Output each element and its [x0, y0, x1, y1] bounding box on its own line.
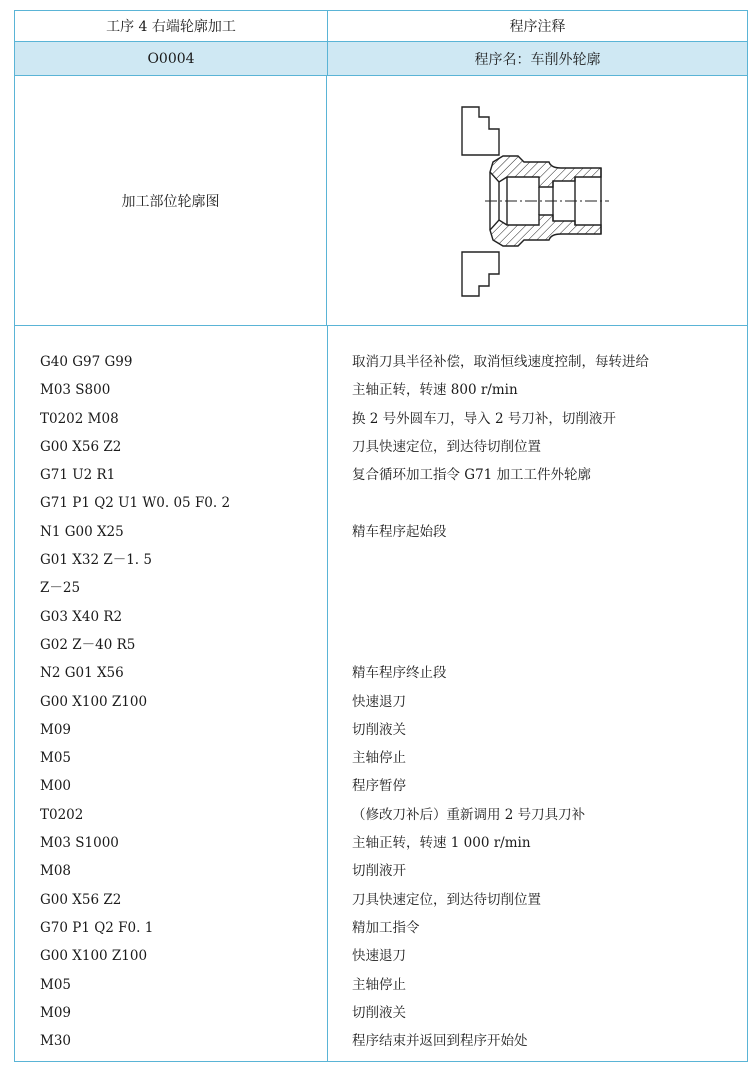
program-comment-line: 切削液关 — [352, 1004, 406, 1021]
program-name: 程序名：车削外轮廓 — [474, 51, 601, 68]
program-table — [14, 10, 748, 1062]
program-code-line: N1 G00 X25 — [40, 523, 124, 540]
program-code-line: G03 X40 R2 — [40, 608, 123, 625]
program-code-line: G01 X32 Z－1. 5 — [40, 552, 152, 569]
program-comment-line: 程序结束并返回到程序开始处 — [352, 1033, 528, 1050]
program-code-line: M03 S1000 — [40, 835, 119, 852]
figure-label: 加工部位轮廓图 — [15, 76, 327, 325]
program-code-line: T0202 M08 — [40, 410, 119, 427]
program-code-line: G00 X100 Z100 — [40, 948, 148, 965]
program-comment-line: （修改刀补后）重新调用 2 号刀具刀补 — [352, 806, 586, 823]
program-code-line: G00 X56 Z2 — [40, 438, 122, 455]
program-code-line: Z－25 — [40, 580, 81, 597]
program-comment-line — [352, 631, 747, 659]
program-code-line: G00 X100 Z100 — [40, 693, 148, 710]
program-code-line: M05 — [40, 750, 72, 767]
program-code-line: M09 — [40, 721, 72, 738]
program-comment-line: 切削液关 — [352, 721, 406, 738]
program-code-line: M30 — [40, 1033, 72, 1050]
header-process-title: 工序 4 右端轮廓加工 — [15, 11, 328, 41]
program-code-line: G00 X56 Z2 — [40, 891, 122, 908]
table-subheader-row — [15, 42, 747, 76]
program-code-line: T0202 — [40, 806, 84, 823]
figure-row — [15, 76, 747, 326]
program-comment-line: 精车程序终止段 — [352, 665, 447, 682]
figure-cell — [327, 76, 747, 325]
program-comment-line: 快速退刀 — [352, 693, 406, 710]
program-code-column — [15, 326, 328, 1061]
program-comment-line: 切削液开 — [352, 863, 406, 880]
program-code-line: G71 P1 Q2 U1 W0. 05 F0. 2 — [40, 495, 231, 512]
program-comment-column — [328, 326, 747, 1061]
program-comment-line: 换 2 号外圆车刀，导入 2 号刀补，切削液开 — [352, 410, 616, 427]
program-comment-line: 取消刀具半径补偿，取消恒线速度控制，每转进给 — [352, 354, 649, 370]
program-code-line: M08 — [40, 863, 72, 880]
program-body-row — [15, 326, 747, 1061]
program-comment-line: 主轴正转，转速 1 000 r/min — [352, 835, 531, 852]
part-profile-drawing — [327, 76, 747, 326]
program-code-line: G40 G97 G99 — [40, 354, 133, 370]
header-comment-title: 程序注释 — [509, 19, 566, 35]
program-comment-line: 主轴正转，转速 800 r/min — [352, 382, 518, 399]
program-comment-line: 主轴停止 — [352, 976, 406, 993]
program-code-line: M03 S800 — [40, 382, 111, 399]
table-header-row — [15, 11, 747, 42]
program-code-line: G02 Z－40 R5 — [40, 636, 136, 653]
program-code-line: M05 — [40, 976, 72, 993]
program-comment-line — [352, 489, 747, 517]
program-comment-line — [352, 574, 747, 602]
program-code-line: M09 — [40, 1004, 72, 1021]
program-comment-line: 程序暂停 — [352, 778, 406, 795]
program-code-line: M00 — [40, 778, 72, 795]
program-comment-line — [352, 603, 747, 631]
program-comment-line: 精加工指令 — [352, 919, 420, 936]
program-comment-line: 刀具快速定位，到达待切削位置 — [352, 438, 541, 455]
program-comment-line: 快速退刀 — [352, 948, 406, 965]
program-comment-line: 复合循环加工指令 G71 加工工件外轮廓 — [352, 467, 592, 484]
program-comment-line — [352, 546, 747, 574]
program-comment-line: 刀具快速定位，到达待切削位置 — [352, 891, 541, 908]
program-comment-line: 精车程序起始段 — [352, 523, 447, 540]
program-number: O0004 — [15, 42, 328, 75]
program-code-line: G71 U2 R1 — [40, 467, 116, 484]
program-comment-line: 主轴停止 — [352, 750, 406, 767]
program-code-line: N2 G01 X56 — [40, 665, 124, 682]
program-code-line: G70 P1 Q2 F0. 1 — [40, 919, 154, 936]
